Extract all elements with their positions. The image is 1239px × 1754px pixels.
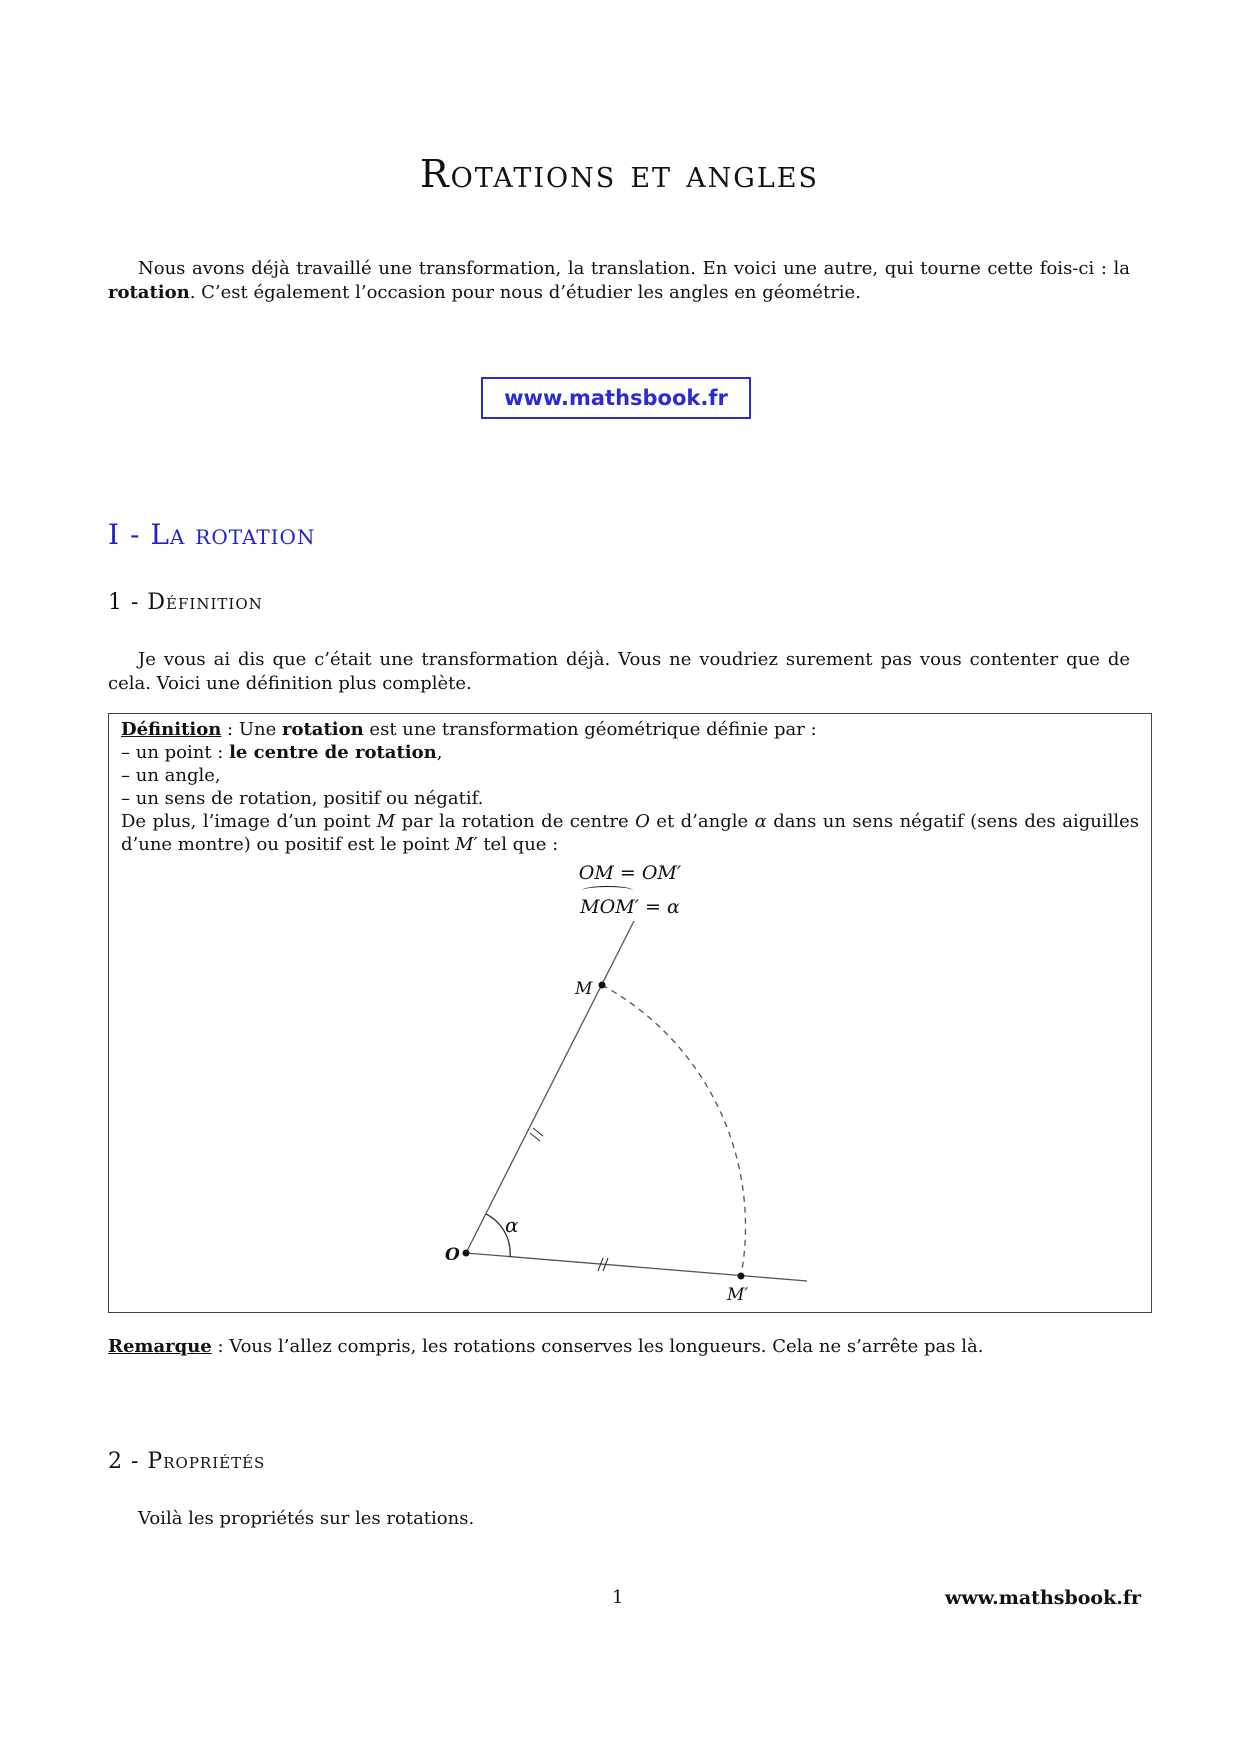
definition-text: tel que : <box>477 834 559 855</box>
definition-text: est une transformation géométrique définie par : <box>363 719 817 740</box>
ray-OMprime <box>466 1253 807 1281</box>
intro-text-2: . C’est également l’occasion pour nous d’étudier les angles en géométrie. <box>189 282 861 303</box>
properties-intro-paragraph <box>108 1507 1130 1531</box>
label-M-prime: M′ <box>727 1285 749 1305</box>
tick-mark-om <box>533 1128 543 1136</box>
angle-hat: MOM <box>580 890 635 924</box>
point-O <box>463 1250 470 1257</box>
page-number: 1 <box>612 1587 624 1608</box>
intro-paragraph <box>108 257 1130 305</box>
tick-mark-om <box>530 1133 540 1141</box>
equation-1: OM = OM′ <box>578 862 682 884</box>
subsection-heading-definition <box>108 590 263 615</box>
title-part-2: et angles <box>630 152 819 196</box>
remark-label: Remarque <box>108 1336 212 1357</box>
math-O: O <box>635 811 650 832</box>
definition-text: , <box>436 742 443 763</box>
ray-OM <box>466 921 634 1253</box>
definition-intro-text: Je vous ai dis que c’était une transformation déjà. Vous ne voudriez surement pas vous contenter que de cela. Voici une définition plus complète. <box>108 649 1130 694</box>
label-alpha: α <box>505 1213 519 1237</box>
point-M-prime <box>738 1273 745 1280</box>
definition-intro-paragraph <box>108 648 1130 696</box>
page-title <box>0 152 1239 196</box>
section-number: I - <box>108 518 151 551</box>
definition-text: et d’angle <box>649 811 755 832</box>
definition-bold-rotation: rotation <box>281 719 364 740</box>
definition-text: De plus, l’image d’un point <box>121 811 377 832</box>
rotation-arc <box>602 985 745 1276</box>
intro-bold-rotation: rotation <box>108 282 190 303</box>
point-M <box>599 982 606 989</box>
subsection-number: 1 - <box>108 590 148 615</box>
subsection-title: Définition <box>147 590 263 615</box>
equation-2-rest: ′ = α <box>634 896 680 918</box>
definition-label: Définition <box>121 719 222 740</box>
subsection-title: Propriétés <box>147 1449 266 1474</box>
definition-item-1: – un point : <box>121 742 230 763</box>
rotation-figure <box>109 714 1153 1314</box>
mathsbook-link-box[interactable]: www.mathsbook.fr <box>481 377 751 419</box>
math-M: M <box>376 811 396 832</box>
label-M: M <box>575 979 593 999</box>
definition-box <box>108 713 1152 1313</box>
title-part-1: Rotations <box>420 152 617 196</box>
subsection-heading-properties <box>108 1449 265 1474</box>
properties-intro-text: Voilà les propriétés sur les rotations. <box>138 1508 475 1529</box>
definition-text: dans un sens négatif (sens des aiguilles d’une montre) ou positif est le point <box>121 811 1139 855</box>
definition-bold-centre: le centre de rotation <box>229 742 437 763</box>
remark-text: : Vous l’allez compris, les rotations conserves les longueurs. Cela ne s’arrête pas là. <box>211 1336 984 1357</box>
definition-text: par la rotation de centre <box>395 811 636 832</box>
definition-item-3: – un sens de rotation, positif ou négatif. <box>121 788 484 809</box>
section-heading-1 <box>108 518 315 551</box>
remark-paragraph <box>108 1335 1130 1359</box>
math-alpha: α <box>754 811 767 832</box>
definition-item-2: – un angle, <box>121 765 221 786</box>
intro-text-1: Nous avons déjà travaillé une transformation, la translation. En voici une autre, qui tourne cette fois-ci : la <box>138 258 1130 279</box>
definition-text: : Une <box>221 719 282 740</box>
footer-link[interactable]: www.mathsbook.fr <box>945 1587 1142 1609</box>
subsection-number: 2 - <box>108 1449 148 1474</box>
label-O: O <box>445 1245 460 1265</box>
section-title: La rotation <box>150 518 316 551</box>
math-M-prime: M′ <box>455 834 478 855</box>
